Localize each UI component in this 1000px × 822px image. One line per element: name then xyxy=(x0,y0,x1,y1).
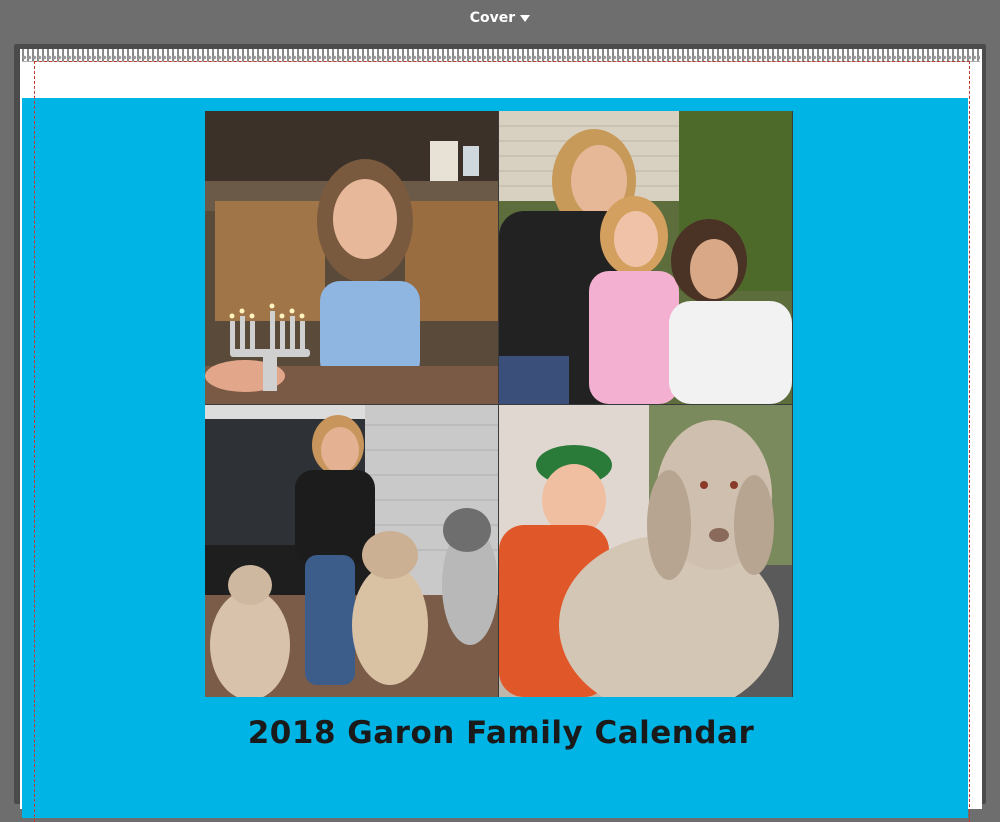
photo-collage xyxy=(205,111,793,697)
photo-slot-top-right[interactable] xyxy=(499,111,792,404)
photo-slot-bottom-right[interactable] xyxy=(499,405,792,697)
calendar-canvas xyxy=(14,44,986,804)
cover-title[interactable]: 2018 Garon Family Calendar xyxy=(247,715,755,751)
calendar-cover-page xyxy=(20,49,982,809)
photo-slot-bottom-left[interactable] xyxy=(205,405,498,697)
page-selector-label: Cover xyxy=(469,10,516,26)
spiral-binding xyxy=(22,49,980,62)
page-selector-bar xyxy=(0,0,1000,40)
photo-slot-top-left[interactable] xyxy=(205,111,498,404)
caret-down-icon xyxy=(520,15,530,22)
page-selector-dropdown[interactable] xyxy=(470,10,530,26)
